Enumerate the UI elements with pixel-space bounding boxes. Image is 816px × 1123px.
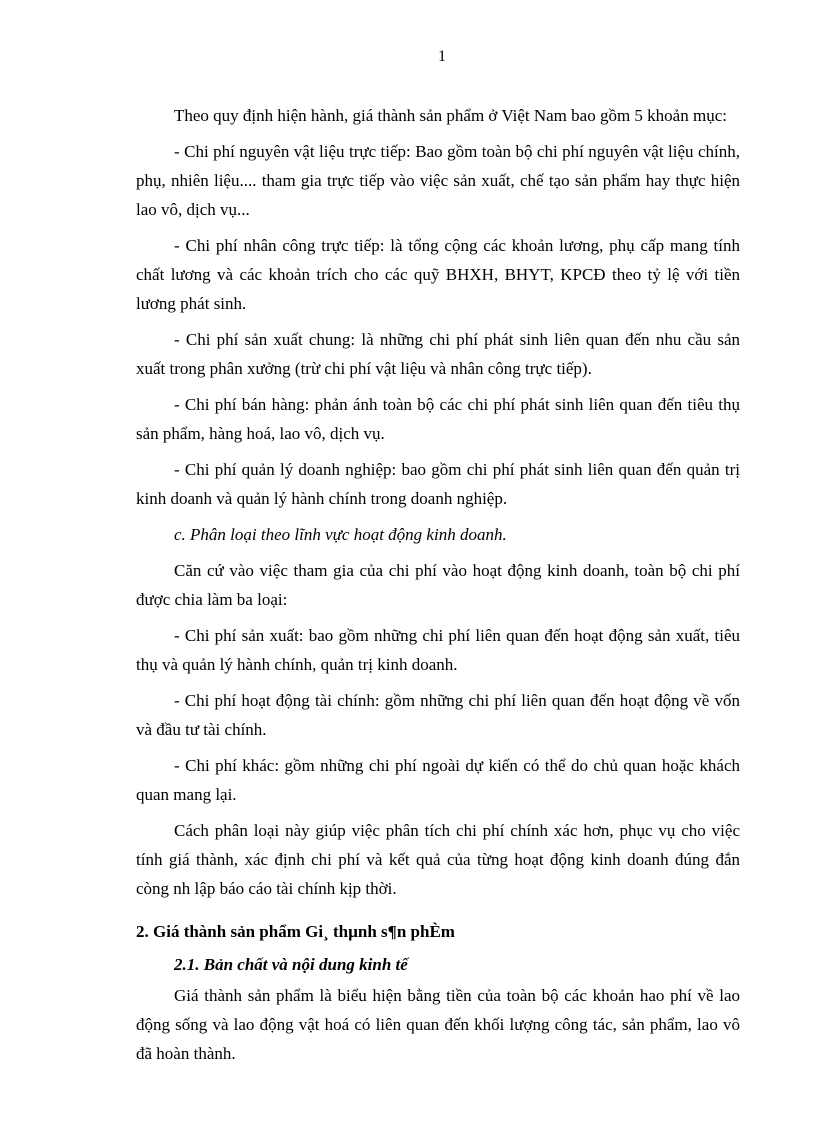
section-heading-product-cost: 2. Giá thành sản phẩm Gi¸ thµnh s¶n phÈm xyxy=(136,922,455,941)
document-body xyxy=(136,101,740,1075)
paragraph-other-cost: - Chi phí khác: gồm những chi phí ngoài dự kiến có thể do chủ quan hoặc khách quan mang lại. xyxy=(136,756,740,804)
subsection-heading-nature: 2.1. Bản chất và nội dung kinh tế xyxy=(174,955,408,974)
paragraph-classification-basis: Căn cứ vào việc tham gia của chi phí vào hoạt động kinh doanh, toàn bộ chi phí được chia làm ba loại: xyxy=(136,561,740,609)
page-number: 1 xyxy=(438,48,446,65)
paragraph-direct-material-cost: - Chi phí nguyên vật liệu trực tiếp: Bao gồm toàn bộ chi phí nguyên vật liệu chính, phụ, nhiên liệu.... tham gia trực tiếp vào việc sản xuất, chế tạo sản phẩm hay thực hiện lao vô, dịch vụ... xyxy=(136,142,740,219)
paragraph-product-cost-definition: Giá thành sản phẩm là biểu hiện bằng tiền của toàn bộ các khoản hao phí về lao động sống và lao động vật hoá có liên quan đến khối lượng công tác, sản phẩm, lao vô đã hoàn thành. xyxy=(136,986,740,1063)
paragraph-selling-cost: - Chi phí bán hàng: phản ánh toàn bộ các chi phí phát sinh liên quan đến tiêu thụ sản phẩm, hàng hoá, lao vô, dịch vụ. xyxy=(136,395,740,443)
paragraph-direct-labor-cost: - Chi phí nhân công trực tiếp: là tổng cộng các khoản lương, phụ cấp mang tính chất lương và các khoản trích cho các quỹ BHXH, BHYT, KPCĐ theo tỷ lệ với tiền lương phát sinh. xyxy=(136,236,740,313)
paragraph-intro: Theo quy định hiện hành, giá thành sản phẩm ở Việt Nam bao gồm 5 khoản mục: xyxy=(174,106,727,125)
paragraph-classification-benefit: Cách phân loại này giúp việc phân tích chi phí chính xác hơn, phục vụ cho việc tính giá thành, xác định chi phí và kết quả của từng hoạt động kinh doanh đúng đắn còng nh lập báo cáo tài chính kịp thời. xyxy=(136,821,740,898)
paragraph-financial-cost: - Chi phí hoạt động tài chính: gồm những chi phí liên quan đến hoạt động về vốn và đầu tư tài chính. xyxy=(136,691,740,739)
paragraph-general-production-cost: - Chi phí sản xuất chung: là những chi phí phát sinh liên quan đến nhu cầu sản xuất trong phân xưởng (trừ chi phí vật liệu và nhân công trực tiếp). xyxy=(136,330,740,378)
paragraph-management-cost: - Chi phí quản lý doanh nghiệp: bao gồm chi phí phát sinh liên quan đến quản trị kinh doanh và quản lý hành chính trong doanh nghiệp. xyxy=(136,460,740,508)
subheading-classification: c. Phân loại theo lĩnh vực hoạt động kinh doanh. xyxy=(174,525,507,544)
paragraph-production-cost: - Chi phí sản xuất: bao gồm những chi phí liên quan đến hoạt động sản xuất, tiêu thụ và quản lý hành chính, quản trị kinh doanh. xyxy=(136,626,740,674)
